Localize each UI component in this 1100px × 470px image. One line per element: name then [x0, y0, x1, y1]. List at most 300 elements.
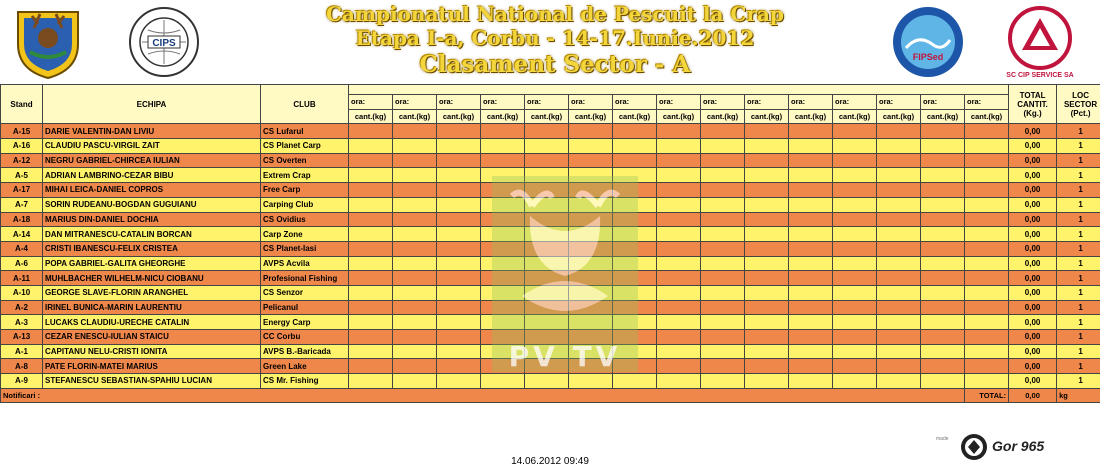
catch-cell	[965, 124, 1009, 139]
catch-cell	[965, 183, 1009, 198]
catch-cell	[349, 153, 393, 168]
cips-logo-icon	[124, 4, 204, 80]
catch-cell	[349, 124, 393, 139]
catch-cell	[393, 359, 437, 374]
catch-cell	[349, 227, 393, 242]
catch-cell	[789, 139, 833, 154]
catch-cell	[745, 212, 789, 227]
team-cell: CAPITANU NELU-CRISTI IONITA	[43, 344, 261, 359]
catch-cell	[437, 241, 481, 256]
loc-cell: 1	[1057, 153, 1100, 168]
catch-cell	[437, 271, 481, 286]
catch-cell	[833, 168, 877, 183]
catch-cell	[349, 359, 393, 374]
loc-cell: 1	[1057, 359, 1100, 374]
catch-cell	[349, 197, 393, 212]
team-cell: ADRIAN LAMBRINO-CEZAR BIBU	[43, 168, 261, 183]
ora-header-cell: ora:	[789, 95, 833, 110]
catch-cell	[657, 241, 701, 256]
catch-cell	[393, 124, 437, 139]
catch-cell	[877, 300, 921, 315]
catch-cell	[701, 197, 745, 212]
catch-cell	[481, 139, 525, 154]
catch-cell	[657, 374, 701, 389]
club-cell: Green Lake	[261, 359, 349, 374]
catch-cell	[965, 212, 1009, 227]
catch-cell	[701, 227, 745, 242]
catch-cell	[393, 330, 437, 345]
catch-cell	[437, 183, 481, 198]
ora-header-cell: ora:	[481, 95, 525, 110]
catch-cell	[657, 197, 701, 212]
stand-cell: A-1	[1, 344, 43, 359]
catch-cell	[437, 300, 481, 315]
catch-cell	[877, 183, 921, 198]
loc-cell: 1	[1057, 330, 1100, 345]
catch-cell	[701, 300, 745, 315]
col-loc-line1: LOC	[1072, 90, 1090, 100]
stand-cell: A-8	[1, 359, 43, 374]
catch-cell	[921, 359, 965, 374]
ora-header-cell: ora:	[569, 95, 613, 110]
catch-cell	[349, 330, 393, 345]
col-loc-line3: (Pct.)	[1070, 108, 1091, 118]
club-cell: AVPS B.-Baricada	[261, 344, 349, 359]
catch-cell	[921, 271, 965, 286]
catch-cell	[745, 285, 789, 300]
catch-cell	[965, 139, 1009, 154]
catch-cell	[349, 271, 393, 286]
total-cell: 0,00	[1009, 256, 1057, 271]
fipsed-logo-text: FIPSed	[912, 52, 944, 62]
catch-cell	[877, 197, 921, 212]
catch-cell	[701, 139, 745, 154]
catch-cell	[921, 330, 965, 345]
brand-made-label: made	[936, 436, 949, 442]
loc-cell: 1	[1057, 256, 1100, 271]
catch-cell	[921, 124, 965, 139]
catch-cell	[393, 271, 437, 286]
catch-cell	[877, 285, 921, 300]
catch-cell	[437, 212, 481, 227]
stand-cell: A-3	[1, 315, 43, 330]
total-label: TOTAL:	[965, 388, 1009, 403]
stand-cell: A-16	[1, 139, 43, 154]
catch-cell	[393, 153, 437, 168]
page-header	[0, 0, 1100, 84]
catch-cell	[745, 271, 789, 286]
catch-cell	[657, 330, 701, 345]
catch-cell	[877, 330, 921, 345]
catch-cell	[877, 374, 921, 389]
catch-cell	[437, 256, 481, 271]
catch-cell	[393, 256, 437, 271]
catch-cell	[965, 374, 1009, 389]
club-cell: CS Ovidius	[261, 212, 349, 227]
catch-cell	[701, 124, 745, 139]
loc-cell: 1	[1057, 212, 1100, 227]
stand-cell: A-12	[1, 153, 43, 168]
catch-cell	[921, 197, 965, 212]
stand-cell: A-6	[1, 256, 43, 271]
catch-cell	[525, 153, 569, 168]
ora-header-cell: ora:	[657, 95, 701, 110]
print-timestamp: 14.06.2012 09:49	[511, 456, 589, 467]
catch-cell	[657, 271, 701, 286]
catch-cell	[437, 285, 481, 300]
catch-cell	[965, 197, 1009, 212]
brand-name: Gor 965	[992, 438, 1045, 454]
club-cell: CS Lufarul	[261, 124, 349, 139]
catch-cell	[789, 359, 833, 374]
catch-cell	[789, 241, 833, 256]
catch-cell	[437, 139, 481, 154]
catch-cell	[745, 344, 789, 359]
club-cell: AVPS Acvila	[261, 256, 349, 271]
catch-cell	[701, 344, 745, 359]
fipsed-logo-icon	[888, 4, 968, 80]
catch-cell	[921, 300, 965, 315]
loc-cell: 1	[1057, 315, 1100, 330]
club-cell: Profesional Fishing	[261, 271, 349, 286]
stand-cell: A-15	[1, 124, 43, 139]
club-cell: CS Senzor	[261, 285, 349, 300]
catch-cell	[657, 168, 701, 183]
loc-cell: 1	[1057, 197, 1100, 212]
catch-cell	[393, 168, 437, 183]
col-club: CLUB	[261, 85, 349, 124]
cips-logo-text: CIPS	[152, 38, 176, 49]
catch-cell	[833, 183, 877, 198]
cant-header-cell: cant.(kg)	[525, 109, 569, 124]
watermark-text: PV TV	[508, 340, 622, 373]
loc-cell: 1	[1057, 227, 1100, 242]
catch-cell	[349, 168, 393, 183]
catch-cell	[657, 183, 701, 198]
cant-header-cell: cant.(kg)	[657, 109, 701, 124]
stand-cell: A-2	[1, 300, 43, 315]
notes-label: Notificari :	[1, 388, 965, 403]
catch-cell	[745, 153, 789, 168]
total-cell: 0,00	[1009, 168, 1057, 183]
loc-cell: 1	[1057, 168, 1100, 183]
catch-cell	[569, 153, 613, 168]
catch-cell	[877, 271, 921, 286]
cant-header-cell: cant.(kg)	[833, 109, 877, 124]
catch-cell	[745, 300, 789, 315]
team-cell: SORIN RUDEANU-BOGDAN GUGUIANU	[43, 197, 261, 212]
catch-cell	[921, 227, 965, 242]
catch-cell	[833, 374, 877, 389]
catch-cell	[349, 212, 393, 227]
stand-cell: A-18	[1, 212, 43, 227]
catch-cell	[877, 227, 921, 242]
catch-cell	[613, 124, 657, 139]
catch-cell	[701, 256, 745, 271]
catch-cell	[745, 256, 789, 271]
catch-cell	[349, 374, 393, 389]
catch-cell	[877, 344, 921, 359]
stage-title: Etapa I-a, Corbu - 14-17.Iunie.2012	[355, 26, 755, 50]
team-cell: DAN MITRANESCU-CATALIN BORCAN	[43, 227, 261, 242]
catch-cell	[789, 153, 833, 168]
catch-cell	[745, 330, 789, 345]
loc-cell: 1	[1057, 344, 1100, 359]
catch-cell	[789, 315, 833, 330]
catch-cell	[745, 124, 789, 139]
stand-cell: A-4	[1, 241, 43, 256]
catch-cell	[833, 271, 877, 286]
catch-cell	[833, 241, 877, 256]
catch-cell	[613, 153, 657, 168]
catch-cell	[613, 139, 657, 154]
table-row	[1, 124, 1100, 139]
team-cell: DARIE VALENTIN-DAN LIVIU	[43, 124, 261, 139]
team-cell: MIHAI LEICA-DANIEL COPROS	[43, 183, 261, 198]
total-cell: 0,00	[1009, 315, 1057, 330]
catch-cell	[877, 139, 921, 154]
col-total	[1009, 85, 1057, 124]
cant-header-cell: cant.(kg)	[745, 109, 789, 124]
ora-header-cell: ora:	[921, 95, 965, 110]
loc-cell: 1	[1057, 300, 1100, 315]
stand-cell: A-5	[1, 168, 43, 183]
table-row	[1, 153, 1100, 168]
stand-cell: A-17	[1, 183, 43, 198]
cant-header-cell: cant.(kg)	[481, 109, 525, 124]
total-cell: 0,00	[1009, 241, 1057, 256]
catch-cell	[657, 124, 701, 139]
cant-header-cell: cant.(kg)	[349, 109, 393, 124]
ora-header-cell: ora:	[877, 95, 921, 110]
col-total-line1: TOTAL	[1019, 90, 1046, 100]
catch-cell	[833, 256, 877, 271]
sc-service-logo-icon	[1000, 4, 1080, 80]
stand-cell: A-10	[1, 285, 43, 300]
catch-cell	[745, 241, 789, 256]
catch-cell	[877, 153, 921, 168]
catch-cell	[701, 183, 745, 198]
total-cell: 0,00	[1009, 124, 1057, 139]
total-cell: 0,00	[1009, 197, 1057, 212]
catch-cell	[393, 227, 437, 242]
col-stand: Stand	[1, 85, 43, 124]
total-cell: 0,00	[1009, 139, 1057, 154]
catch-cell	[789, 300, 833, 315]
club-cell: Pelicanul	[261, 300, 349, 315]
catch-cell	[657, 153, 701, 168]
catch-cell	[965, 153, 1009, 168]
catch-cell	[393, 374, 437, 389]
catch-cell	[569, 374, 613, 389]
catch-cell	[393, 212, 437, 227]
sector-title: Clasament Sector - A	[419, 51, 691, 78]
catch-cell	[921, 183, 965, 198]
catch-cell	[833, 359, 877, 374]
catch-cell	[965, 241, 1009, 256]
catch-cell	[701, 153, 745, 168]
ora-header-cell: ora:	[701, 95, 745, 110]
cant-header-cell: cant.(kg)	[877, 109, 921, 124]
total-cell: 0,00	[1009, 183, 1057, 198]
catch-cell	[393, 241, 437, 256]
catch-cell	[657, 315, 701, 330]
header-row-top	[1, 85, 1100, 95]
period-header	[349, 85, 1009, 95]
catch-cell	[437, 374, 481, 389]
catch-cell	[921, 285, 965, 300]
catch-cell	[833, 197, 877, 212]
team-cell: MUHLBACHER WILHELM-NICU CIOBANU	[43, 271, 261, 286]
catch-cell	[393, 139, 437, 154]
loc-cell: 1	[1057, 285, 1100, 300]
catch-cell	[789, 256, 833, 271]
catch-cell	[349, 241, 393, 256]
catch-cell	[481, 124, 525, 139]
catch-cell	[437, 344, 481, 359]
ora-header-cell: ora:	[965, 95, 1009, 110]
catch-cell	[701, 359, 745, 374]
catch-cell	[701, 315, 745, 330]
team-cell: LUCAKS CLAUDIU-URECHE CATALIN	[43, 315, 261, 330]
catch-cell	[877, 315, 921, 330]
ora-header-cell: ora:	[613, 95, 657, 110]
catch-cell	[965, 330, 1009, 345]
catch-cell	[877, 212, 921, 227]
catch-cell	[789, 183, 833, 198]
catch-cell	[877, 256, 921, 271]
catch-cell	[349, 285, 393, 300]
catch-cell	[789, 197, 833, 212]
total-cell: 0,00	[1009, 227, 1057, 242]
loc-cell: 1	[1057, 139, 1100, 154]
total-cell: 0,00	[1009, 359, 1057, 374]
catch-cell	[921, 256, 965, 271]
team-cell: CEZAR ENESCU-IULIAN STAICU	[43, 330, 261, 345]
catch-cell	[349, 183, 393, 198]
team-cell: IRINEL BUNICA-MARIN LAURENTIU	[43, 300, 261, 315]
club-cell: CS Planet Carp	[261, 139, 349, 154]
catch-cell	[657, 212, 701, 227]
catch-cell	[393, 300, 437, 315]
total-cell: 0,00	[1009, 300, 1057, 315]
catch-cell	[657, 139, 701, 154]
total-value: 0,00	[1009, 388, 1057, 403]
catch-cell	[349, 300, 393, 315]
catch-cell	[745, 374, 789, 389]
stand-cell: A-9	[1, 374, 43, 389]
total-cell: 0,00	[1009, 330, 1057, 345]
catch-cell	[833, 330, 877, 345]
club-cell: Extrem Crap	[261, 168, 349, 183]
col-total-line3: (Kg.)	[1023, 108, 1042, 118]
stand-cell: A-7	[1, 197, 43, 212]
catch-cell	[965, 271, 1009, 286]
catch-cell	[789, 344, 833, 359]
stand-cell: A-13	[1, 330, 43, 345]
catch-cell	[745, 227, 789, 242]
championship-title: Campionatul National de Pescuit la Crap	[326, 2, 784, 26]
team-cell: STEFANESCU SEBASTIAN-SPAHIU LUCIAN	[43, 374, 261, 389]
cant-header-cell: cant.(kg)	[965, 109, 1009, 124]
club-cell: CC Corbu	[261, 330, 349, 345]
catch-cell	[437, 153, 481, 168]
catch-cell	[965, 285, 1009, 300]
stand-cell: A-11	[1, 271, 43, 286]
footer-row	[1, 388, 1100, 403]
catch-cell	[745, 183, 789, 198]
catch-cell	[745, 168, 789, 183]
team-cell: POPA GABRIEL-GALITA GHEORGHE	[43, 256, 261, 271]
catch-cell	[789, 212, 833, 227]
catch-cell	[701, 168, 745, 183]
catch-cell	[965, 359, 1009, 374]
club-cell: Carp Zone	[261, 227, 349, 242]
catch-cell	[789, 168, 833, 183]
catch-cell	[965, 168, 1009, 183]
catch-cell	[349, 139, 393, 154]
catch-cell	[921, 212, 965, 227]
catch-cell	[657, 256, 701, 271]
table-row	[1, 139, 1100, 154]
catch-cell	[921, 374, 965, 389]
catch-cell	[525, 124, 569, 139]
catch-cell	[701, 271, 745, 286]
title-block	[260, 2, 850, 80]
catch-cell	[701, 241, 745, 256]
catch-cell	[745, 315, 789, 330]
ora-header-cell: ora:	[393, 95, 437, 110]
catch-cell	[833, 300, 877, 315]
team-cell: CLAUDIU PASCU-VIRGIL ZAIT	[43, 139, 261, 154]
catch-cell	[833, 212, 877, 227]
sc-logo-text: SC CIP SERVICE SA	[1006, 72, 1074, 79]
catch-cell	[349, 344, 393, 359]
catch-cell	[877, 168, 921, 183]
ora-header-cell: ora:	[437, 95, 481, 110]
agvps-logo-icon	[8, 4, 88, 80]
loc-cell: 1	[1057, 271, 1100, 286]
catch-cell	[525, 139, 569, 154]
catch-cell	[569, 139, 613, 154]
catch-cell	[745, 359, 789, 374]
col-team: ECHIPA	[43, 85, 261, 124]
catch-cell	[437, 124, 481, 139]
catch-cell	[965, 227, 1009, 242]
catch-cell	[701, 212, 745, 227]
col-total-line2: CANTIT.	[1017, 99, 1048, 109]
catch-cell	[789, 374, 833, 389]
catch-cell	[745, 139, 789, 154]
catch-cell	[833, 124, 877, 139]
catch-cell	[437, 359, 481, 374]
ora-header-cell: ora:	[525, 95, 569, 110]
col-loc	[1057, 85, 1100, 124]
catch-cell	[965, 300, 1009, 315]
total-cell: 0,00	[1009, 285, 1057, 300]
club-cell: CS Overten	[261, 153, 349, 168]
catch-cell	[921, 153, 965, 168]
ora-header-cell: ora:	[833, 95, 877, 110]
cant-header-cell: cant.(kg)	[921, 109, 965, 124]
catch-cell	[965, 315, 1009, 330]
catch-cell	[833, 285, 877, 300]
catch-cell	[657, 227, 701, 242]
catch-cell	[921, 344, 965, 359]
cant-header-cell: cant.(kg)	[701, 109, 745, 124]
catch-cell	[657, 359, 701, 374]
catch-cell	[789, 227, 833, 242]
